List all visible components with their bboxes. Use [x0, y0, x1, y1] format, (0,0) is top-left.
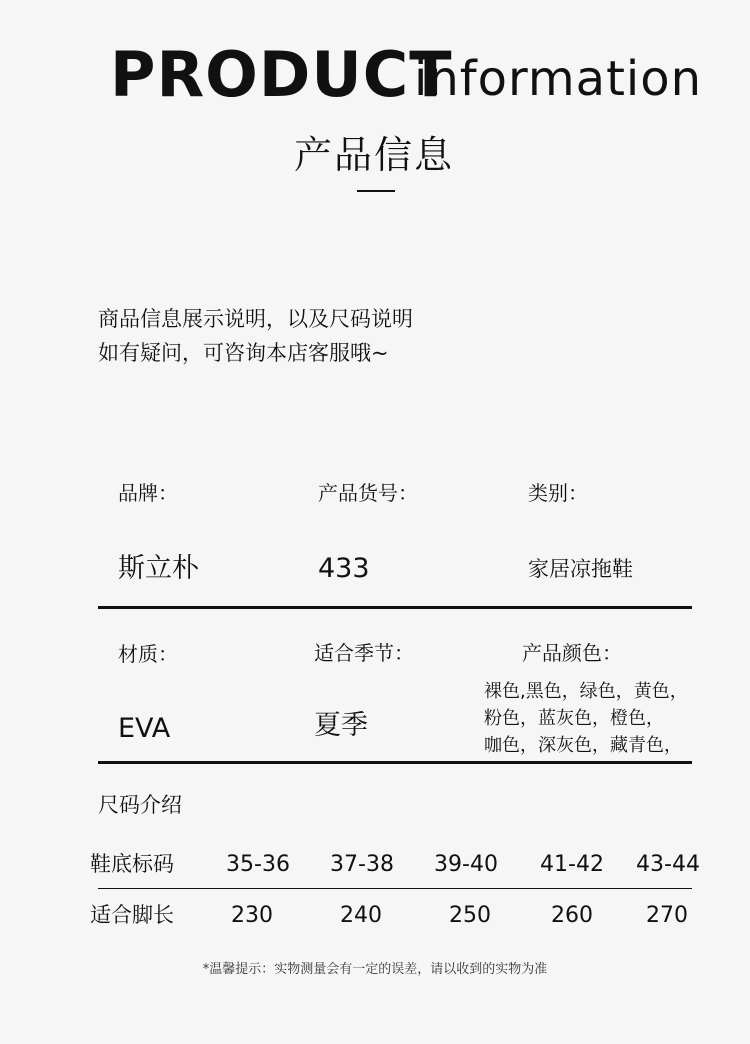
material-value: EVA: [118, 713, 171, 744]
title-information-en: information: [414, 51, 703, 107]
season-value: 夏季: [314, 710, 368, 741]
material-label: 材质：: [118, 642, 178, 666]
size-section-title: 尺码介绍: [98, 793, 182, 817]
season-label: 适合季节：: [314, 641, 414, 665]
title-divider: [357, 190, 395, 192]
sole-size-cell: 43-44: [636, 852, 700, 877]
intro-line-2: 如有疑问，可咨询本店客服哦~: [98, 341, 389, 365]
category-value: 家居凉拖鞋: [528, 557, 633, 581]
color-value-line-2: 粉色，蓝灰色，橙色，: [484, 708, 664, 729]
color-label: 产品颜色：: [522, 641, 622, 665]
info-divider-1: [98, 606, 692, 609]
foot-length-cell: 270: [646, 903, 688, 928]
foot-length-cell: 250: [449, 903, 491, 928]
category-label: 类别：: [528, 481, 588, 505]
measurement-note: *温馨提示：实物测量会有一定的误差，请以收到的实物为准: [202, 962, 548, 977]
sole-size-cell: 35-36: [226, 852, 290, 877]
sole-size-cell: 39-40: [434, 852, 498, 877]
item-no-label: 产品货号：: [318, 481, 418, 505]
title-product-en: PRODUCT: [110, 38, 453, 111]
foot-length-cell: 260: [551, 903, 593, 928]
brand-label: 品牌：: [118, 481, 178, 505]
sole-size-cell: 41-42: [540, 852, 604, 877]
size-table-divider: [98, 888, 692, 889]
sole-size-label: 鞋底标码: [90, 852, 174, 876]
item-no-value: 433: [318, 553, 370, 584]
info-divider-2: [98, 761, 692, 764]
foot-length-cell: 230: [231, 903, 273, 928]
title-product-info-cn: 产品信息: [294, 133, 455, 177]
sole-size-cell: 37-38: [330, 852, 394, 877]
foot-length-cell: 240: [340, 903, 382, 928]
foot-length-label: 适合脚长: [90, 903, 174, 927]
color-value-line-1: 裸色,黑色，绿色，黄色，: [484, 681, 688, 702]
intro-line-1: 商品信息展示说明，以及尺码说明: [98, 307, 413, 331]
brand-value: 斯立朴: [118, 553, 199, 584]
color-value-line-3: 咖色，深灰色，藏青色，: [484, 735, 682, 756]
